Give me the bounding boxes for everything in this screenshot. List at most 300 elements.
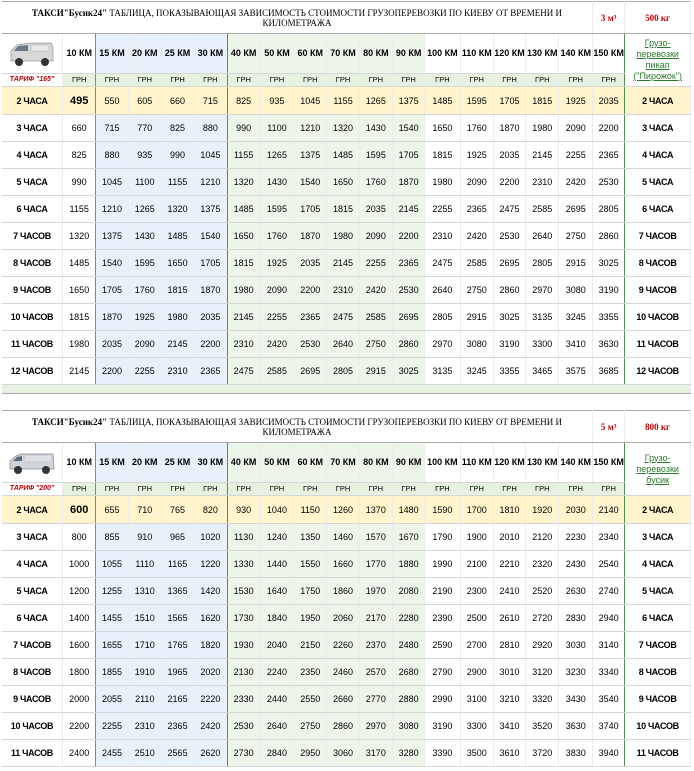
price-cell: 910 (128, 524, 161, 551)
price-cell: 1930 (227, 632, 260, 659)
row-label: 2 ЧАСА (2, 496, 63, 524)
column-header: 20 КМ (128, 443, 161, 483)
row-label: 5 ЧАСА (2, 169, 63, 196)
price-cell: 1375 (294, 142, 327, 169)
unit-label: ГРН (294, 74, 327, 87)
price-cell: 1925 (260, 250, 293, 277)
price-cell: 2000 (63, 686, 96, 713)
row-label: 3 ЧАСА (2, 115, 63, 142)
table-row (2, 277, 691, 304)
price-cell: 2145 (161, 331, 193, 358)
price-cell: 2120 (526, 524, 559, 551)
tariff-label: ТАРИФ "165" (2, 74, 63, 87)
price-cell: 1045 (96, 169, 128, 196)
price-cell: 3190 (493, 331, 525, 358)
price-cell: 1255 (96, 578, 128, 605)
price-cell: 1950 (294, 605, 327, 632)
price-cell: 2040 (260, 632, 293, 659)
price-cell: 1350 (294, 524, 327, 551)
price-cell: 2410 (493, 578, 525, 605)
price-cell: 2365 (460, 196, 493, 223)
unit-label: ГРН (327, 483, 359, 496)
price-cell: 1155 (161, 169, 193, 196)
table-row (2, 713, 691, 740)
price-cell: 495 (63, 87, 96, 115)
unit-label: ГРН (96, 483, 128, 496)
price-cell: 1855 (96, 659, 128, 686)
vehicle-image-cell (2, 34, 63, 74)
price-cell: 1540 (294, 169, 327, 196)
unit-label: ГРН (592, 74, 624, 87)
price-cell: 2570 (359, 659, 392, 686)
price-cell: 2145 (526, 142, 559, 169)
price-cell: 2475 (493, 196, 525, 223)
row-label-right: 4 ЧАСА (625, 142, 691, 169)
price-cell: 3410 (559, 331, 593, 358)
price-cell: 2220 (194, 686, 227, 713)
price-cell: 2970 (359, 713, 392, 740)
price-cell: 2090 (359, 223, 392, 250)
price-cell: 2310 (526, 169, 559, 196)
price-cell: 1485 (161, 223, 193, 250)
column-header: 140 КМ (559, 443, 593, 483)
price-cell: 880 (194, 115, 227, 142)
row-label: 8 ЧАСОВ (2, 659, 63, 686)
price-cell: 2475 (327, 304, 359, 331)
price-cell: 1650 (425, 115, 460, 142)
price-cell: 1210 (194, 169, 227, 196)
price-cell: 1705 (392, 142, 424, 169)
price-cell: 2915 (460, 304, 493, 331)
price-cell: 2260 (327, 632, 359, 659)
price-cell: 2640 (526, 223, 559, 250)
price-cell: 2695 (294, 358, 327, 385)
price-cell: 2420 (194, 713, 227, 740)
row-label: 9 ЧАСОВ (2, 686, 63, 713)
price-cell: 1310 (128, 578, 161, 605)
row-label-right: 7 ЧАСОВ (625, 223, 691, 250)
unit-label: ГРН (260, 74, 293, 87)
price-cell: 1870 (294, 223, 327, 250)
price-cell: 3610 (493, 740, 525, 767)
unit-label: ГРН (592, 483, 624, 496)
unit-row (2, 74, 691, 87)
price-cell: 3210 (493, 686, 525, 713)
price-cell: 1040 (260, 496, 293, 524)
price-cell: 2310 (128, 713, 161, 740)
price-cell: 2805 (526, 250, 559, 277)
price-cell: 2455 (96, 740, 128, 767)
price-cell: 1370 (359, 496, 392, 524)
row-label-right: 2 ЧАСА (625, 87, 691, 115)
price-cell: 3135 (526, 304, 559, 331)
table-row (2, 578, 691, 605)
price-cell: 1670 (392, 524, 424, 551)
price-cell: 1620 (194, 605, 227, 632)
price-cell: 1590 (425, 496, 460, 524)
price-cell: 3140 (592, 632, 624, 659)
unit-label: ГРН (559, 483, 593, 496)
price-cell: 1980 (425, 169, 460, 196)
price-cell: 2310 (425, 223, 460, 250)
column-header: 15 КМ (96, 443, 128, 483)
price-cell: 1460 (327, 524, 359, 551)
table-row (2, 250, 691, 277)
price-cell: 3630 (592, 331, 624, 358)
price-cell: 3135 (425, 358, 460, 385)
row-label-right: 5 ЧАСА (625, 578, 691, 605)
price-cell: 1760 (128, 277, 161, 304)
table-row (2, 358, 691, 385)
price-cell: 3025 (592, 250, 624, 277)
price-cell: 2860 (592, 223, 624, 250)
price-cell: 3940 (592, 740, 624, 767)
price-cell: 2940 (592, 605, 624, 632)
price-cell: 2990 (425, 686, 460, 713)
column-header: 70 КМ (327, 34, 359, 74)
price-cell: 3340 (592, 659, 624, 686)
price-cell: 3300 (526, 331, 559, 358)
column-header: 30 КМ (194, 443, 227, 483)
price-cell: 1655 (96, 632, 128, 659)
price-cell: 655 (96, 496, 128, 524)
price-cell: 800 (63, 524, 96, 551)
row-label-right: 9 ЧАСОВ (625, 686, 691, 713)
price-cell: 1400 (63, 605, 96, 632)
price-cell: 1130 (227, 524, 260, 551)
price-cell: 1260 (327, 496, 359, 524)
price-cell: 990 (161, 142, 193, 169)
unit-label: ГРН (63, 74, 96, 87)
price-cell: 2340 (592, 524, 624, 551)
unit-label: ГРН (392, 74, 424, 87)
price-cell: 2695 (559, 196, 593, 223)
price-cell: 1815 (327, 196, 359, 223)
price-cell: 1920 (526, 496, 559, 524)
price-cell: 1365 (161, 578, 193, 605)
price-cell: 605 (128, 87, 161, 115)
price-cell: 1595 (359, 142, 392, 169)
price-cell: 2565 (161, 740, 193, 767)
price-cell: 965 (161, 524, 193, 551)
row-label: 3 ЧАСА (2, 524, 63, 551)
price-cell: 3830 (559, 740, 593, 767)
price-cell: 2350 (294, 659, 327, 686)
price-cell: 1900 (460, 524, 493, 551)
price-cell: 2700 (460, 632, 493, 659)
service-type-label: Грузо-перевозки бусик (625, 443, 691, 496)
price-cell: 1820 (194, 632, 227, 659)
price-cell: 2750 (294, 713, 327, 740)
price-cell: 2255 (260, 304, 293, 331)
price-cell: 3355 (493, 358, 525, 385)
price-cell: 765 (161, 496, 193, 524)
column-header: 80 КМ (359, 34, 392, 74)
unit-label: ГРН (425, 74, 460, 87)
price-cell: 3520 (526, 713, 559, 740)
price-cell: 1455 (96, 605, 128, 632)
price-cell: 1265 (359, 87, 392, 115)
price-cell: 1730 (227, 605, 260, 632)
price-cell: 3630 (559, 713, 593, 740)
row-label-right: 8 ЧАСОВ (625, 250, 691, 277)
price-cell: 2750 (359, 331, 392, 358)
price-cell: 1540 (96, 250, 128, 277)
price-cell: 2255 (559, 142, 593, 169)
price-cell: 1815 (63, 304, 96, 331)
price-cell: 3080 (460, 331, 493, 358)
column-header: 80 КМ (359, 443, 392, 483)
price-cell: 2365 (294, 304, 327, 331)
price-cell: 1980 (327, 223, 359, 250)
price-cell: 825 (227, 87, 260, 115)
unit-label: ГРН (227, 74, 260, 87)
price-cell: 1870 (392, 169, 424, 196)
price-cell: 1870 (194, 277, 227, 304)
price-cell: 2480 (392, 632, 424, 659)
price-cell: 2055 (96, 686, 128, 713)
price-cell: 820 (194, 496, 227, 524)
column-header: 40 КМ (227, 443, 260, 483)
price-cell: 2240 (260, 659, 293, 686)
unit-label: ГРН (63, 483, 96, 496)
price-cell: 825 (63, 142, 96, 169)
price-cell: 3060 (327, 740, 359, 767)
price-cell: 2640 (327, 331, 359, 358)
price-cell: 2950 (294, 740, 327, 767)
price-cell: 3430 (559, 686, 593, 713)
price-cell: 1660 (327, 551, 359, 578)
price-cell: 2330 (227, 686, 260, 713)
price-cell: 1705 (194, 250, 227, 277)
price-cell: 2970 (526, 277, 559, 304)
price-cell: 1430 (359, 115, 392, 142)
row-label: 10 ЧАСОВ (2, 713, 63, 740)
unit-label: ГРН (96, 74, 128, 87)
price-cell: 1165 (161, 551, 193, 578)
price-cell: 2365 (194, 358, 227, 385)
price-cell: 715 (194, 87, 227, 115)
price-cell: 2860 (327, 713, 359, 740)
price-cell: 2440 (260, 686, 293, 713)
price-cell: 1150 (294, 496, 327, 524)
price-cell: 935 (128, 142, 161, 169)
price-cell: 1320 (161, 196, 193, 223)
price-cell: 2420 (559, 169, 593, 196)
price-cell: 770 (128, 115, 161, 142)
price-cell: 1155 (63, 196, 96, 223)
price-cell: 3030 (559, 632, 593, 659)
row-label: 7 ЧАСОВ (2, 223, 63, 250)
table-row (2, 524, 691, 551)
row-label: 4 ЧАСА (2, 551, 63, 578)
price-cell: 930 (227, 496, 260, 524)
unit-label: ГРН (425, 483, 460, 496)
row-label-right: 2 ЧАСА (625, 496, 691, 524)
price-cell: 1880 (392, 551, 424, 578)
price-cell: 1540 (392, 115, 424, 142)
price-cell: 2695 (392, 304, 424, 331)
price-cell: 2530 (294, 331, 327, 358)
price-cell: 3170 (359, 740, 392, 767)
price-cell: 1265 (128, 196, 161, 223)
price-cell: 2640 (260, 713, 293, 740)
table-row (2, 496, 691, 524)
price-cell: 2035 (359, 196, 392, 223)
price-cell: 1375 (194, 196, 227, 223)
price-cell: 2090 (559, 115, 593, 142)
price-cell: 2740 (592, 578, 624, 605)
row-label-right: 11 ЧАСОВ (625, 740, 691, 767)
price-cell: 2200 (493, 169, 525, 196)
price-cell: 2255 (128, 358, 161, 385)
price-cell: 2400 (63, 740, 96, 767)
price-cell: 2365 (392, 250, 424, 277)
price-cell: 3390 (425, 740, 460, 767)
price-cell: 1595 (260, 196, 293, 223)
price-cell: 1650 (327, 169, 359, 196)
price-cell: 1650 (63, 277, 96, 304)
price-cell: 2190 (425, 578, 460, 605)
price-cell: 660 (161, 87, 193, 115)
price-cell: 2590 (425, 632, 460, 659)
row-label-right: 3 ЧАСА (625, 115, 691, 142)
price-cell: 1045 (294, 87, 327, 115)
price-cell: 1375 (392, 87, 424, 115)
column-header: 50 КМ (260, 34, 293, 74)
price-cell: 2090 (128, 331, 161, 358)
price-cell: 2090 (260, 277, 293, 304)
price-cell: 1485 (425, 87, 460, 115)
price-cell: 2080 (392, 578, 424, 605)
price-cell: 2915 (559, 250, 593, 277)
price-cell: 1220 (194, 551, 227, 578)
footer-strip (2, 385, 691, 394)
price-cell: 1965 (161, 659, 193, 686)
price-cell: 1980 (63, 331, 96, 358)
price-cell: 2035 (294, 250, 327, 277)
price-cell: 1100 (128, 169, 161, 196)
price-cell: 2090 (460, 169, 493, 196)
tariff-label: ТАРИФ "200" (2, 483, 63, 496)
title-row (2, 411, 691, 443)
price-cell: 3080 (392, 713, 424, 740)
unit-label: ГРН (294, 483, 327, 496)
column-header: 150 КМ (592, 443, 624, 483)
price-cell: 1705 (493, 87, 525, 115)
price-cell: 2695 (493, 250, 525, 277)
unit-label: ГРН (460, 74, 493, 87)
row-label-right: 7 ЧАСОВ (625, 632, 691, 659)
price-cell: 1020 (194, 524, 227, 551)
price-cell: 2750 (460, 277, 493, 304)
price-cell: 1320 (227, 169, 260, 196)
price-cell: 1100 (260, 115, 293, 142)
price-cell: 3685 (592, 358, 624, 385)
price-cell: 2530 (592, 169, 624, 196)
unit-label: ГРН (493, 483, 525, 496)
price-cell: 3100 (460, 686, 493, 713)
price-cell: 2035 (194, 304, 227, 331)
price-cell: 2830 (559, 605, 593, 632)
column-header: 60 КМ (294, 443, 327, 483)
price-cell: 2585 (260, 358, 293, 385)
price-cell: 1870 (96, 304, 128, 331)
price-cell: 2130 (227, 659, 260, 686)
price-cell: 2365 (161, 713, 193, 740)
column-header: 25 КМ (161, 34, 193, 74)
unit-row (2, 483, 691, 496)
unit-label: ГРН (161, 483, 193, 496)
price-cell: 2420 (460, 223, 493, 250)
price-cell: 1815 (526, 87, 559, 115)
header-row (2, 34, 691, 74)
unit-label: ГРН (327, 74, 359, 87)
price-cell: 2805 (425, 304, 460, 331)
price-cell: 2530 (392, 277, 424, 304)
price-cell: 990 (63, 169, 96, 196)
price-cell: 1650 (227, 223, 260, 250)
pickup-price-table (2, 1, 691, 394)
price-cell: 2460 (327, 659, 359, 686)
van-price-table (2, 410, 691, 767)
column-header: 20 КМ (128, 34, 161, 74)
row-label-right: 10 ЧАСОВ (625, 713, 691, 740)
unit-label: ГРН (526, 483, 559, 496)
row-label: 6 ЧАСА (2, 605, 63, 632)
price-cell: 1970 (359, 578, 392, 605)
table-row (2, 331, 691, 358)
price-cell: 2140 (592, 496, 624, 524)
price-cell: 3300 (460, 713, 493, 740)
price-cell: 2200 (63, 713, 96, 740)
price-cell: 2920 (526, 632, 559, 659)
price-cell: 2520 (526, 578, 559, 605)
price-cell: 2530 (227, 713, 260, 740)
price-cell: 2165 (161, 686, 193, 713)
column-header: 60 КМ (294, 34, 327, 74)
price-cell: 3010 (493, 659, 525, 686)
brand-name: ТАКСИ"Бусик24" (31, 416, 108, 427)
price-cell: 1705 (96, 277, 128, 304)
column-header: 25 КМ (161, 443, 193, 483)
column-header: 50 КМ (260, 443, 293, 483)
row-label-right: 4 ЧАСА (625, 551, 691, 578)
price-cell: 2365 (592, 142, 624, 169)
price-cell: 3245 (460, 358, 493, 385)
price-cell: 1420 (194, 578, 227, 605)
row-label-right: 6 ЧАСА (625, 196, 691, 223)
price-cell: 660 (63, 115, 96, 142)
price-cell: 1650 (161, 250, 193, 277)
price-cell: 2720 (526, 605, 559, 632)
price-cell: 3320 (526, 686, 559, 713)
price-cell: 2060 (327, 605, 359, 632)
column-header: 120 КМ (493, 34, 525, 74)
price-cell: 2200 (392, 223, 424, 250)
price-cell: 3025 (392, 358, 424, 385)
price-cell: 1155 (327, 87, 359, 115)
column-header: 90 КМ (392, 443, 424, 483)
price-cell: 3720 (526, 740, 559, 767)
table-row (2, 304, 691, 331)
row-label: 4 ЧАСА (2, 142, 63, 169)
price-cell: 2585 (460, 250, 493, 277)
price-cell: 2150 (294, 632, 327, 659)
service-type-label: Грузо-перевозки пикап ("Пирожок") (625, 34, 691, 87)
price-cell: 1790 (425, 524, 460, 551)
price-cell: 2200 (96, 358, 128, 385)
